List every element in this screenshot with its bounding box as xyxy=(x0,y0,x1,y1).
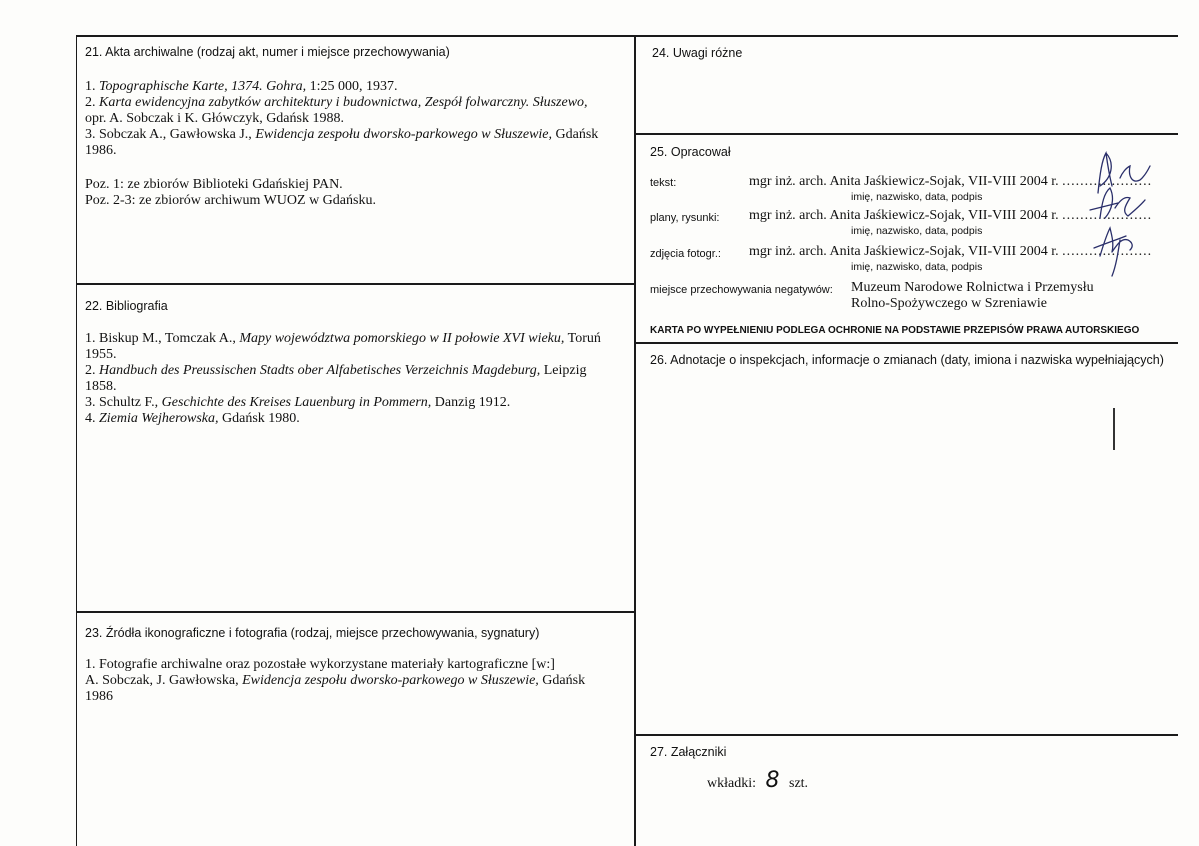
negatives-label: miejsce przechowywania negatywów: xyxy=(650,284,833,296)
s22-line-4: 1858. xyxy=(85,379,117,394)
attachments-unit: szt. xyxy=(789,776,809,791)
s21-line-4: 3. Sobczak A., Gawłowska J., Ewidencja zespołu dworsko-parkowego w Słuszewie, Gdańsk xyxy=(85,127,599,142)
divider-22-23 xyxy=(76,611,635,613)
s21-line-3: opr. A. Sobczak i K. Główczyk, Gdańsk 1988. xyxy=(85,111,344,126)
column-divider xyxy=(634,35,636,846)
divider-26-27 xyxy=(636,734,1178,736)
s21-note-2: Poz. 2-3: ze zbiorów archiwum WUOZ w Gdańsku. xyxy=(85,193,376,208)
s21-line-2: 2. Karta ewidencyjna zabytków architektury i budownictwa, Zespół folwarczny. Słuszewo, xyxy=(85,95,588,110)
s22-line-5: 3. Schultz F., Geschichte des Kreises Lauenburg in Pommern, Danzig 1912. xyxy=(85,395,511,410)
section-23-title: 23. Źródła ikonograficzne i fotografia (rodzaj, miejsce przechowywania, sygnatury) xyxy=(85,626,540,640)
row-sub-text: imię, nazwisko, data, podpis xyxy=(851,191,983,203)
negatives-line-2: Rolno-Spożywczego w Szreniawie xyxy=(851,296,1047,311)
section-23-content xyxy=(85,657,585,705)
row-value-plans: mgr inż. arch. Anita Jaśkiewicz-Sojak, VII-VIII 2004 r. .................... xyxy=(749,208,1153,223)
s23-line-3: 1986 xyxy=(85,689,113,704)
s22-line-1: 1. Biskup M., Tomczak A., Mapy województwa pomorskiego w II połowie XVI wieku, Toruń xyxy=(85,331,601,346)
row-value-text: mgr inż. arch. Anita Jaśkiewicz-Sojak, VII-VIII 2004 r. .................... xyxy=(749,174,1153,189)
s23-line-2: A. Sobczak, J. Gawłowska, Ewidencja zespołu dworsko-parkowego w Słuszewie, Gdańsk xyxy=(85,673,586,688)
section-27-title: 27. Załączniki xyxy=(650,745,727,759)
s21-line-5: 1986. xyxy=(85,143,117,158)
row-sub-photos: imię, nazwisko, data, podpis xyxy=(851,261,983,273)
section-21-title: 21. Akta archiwalne (rodzaj akt, numer i miejsce przechowywania) xyxy=(85,45,450,59)
divider-copyright xyxy=(636,342,1178,344)
row-sub-plans: imię, nazwisko, data, podpis xyxy=(851,225,983,237)
section-22-content xyxy=(85,331,601,427)
top-border-right xyxy=(636,35,1178,37)
negatives-line-1: Muzeum Narodowe Rolnictwa i Przemysłu xyxy=(851,280,1094,295)
divider-21-22 xyxy=(76,283,635,285)
negatives-value xyxy=(851,280,1094,312)
left-border xyxy=(76,35,77,846)
section-22-title: 22. Bibliografia xyxy=(85,299,168,313)
section-21-notes xyxy=(85,177,376,209)
s23-line-1: 1. Fotografie archiwalne oraz pozostałe wykorzystane materiały kartograficzne [w:] xyxy=(85,657,555,672)
signature-graphic xyxy=(1070,148,1170,283)
pen-mark xyxy=(1113,408,1115,450)
top-border-left xyxy=(76,35,635,37)
attachments-label: wkładki: xyxy=(707,776,756,791)
section-26-title: 26. Adnotacje o inspekcjach, informacje o zmianach (daty, imiona i nazwiska wypełniających) xyxy=(650,353,1164,367)
s21-note-1: Poz. 1: ze zbiorów Biblioteki Gdańskiej PAN. xyxy=(85,177,343,192)
s21-line-1: 1. Topographische Karte, 1374. Gohra, 1:25 000, 1937. xyxy=(85,79,398,94)
row-label-photos: zdjęcia fotogr.: xyxy=(650,248,721,260)
section-24-title: 24. Uwagi różne xyxy=(652,46,743,60)
section-21-content xyxy=(85,79,598,159)
attachments-row xyxy=(707,768,808,793)
attachments-count: 8 xyxy=(765,768,780,793)
row-value-photos: mgr inż. arch. Anita Jaśkiewicz-Sojak, VII-VIII 2004 r. .................... xyxy=(749,244,1153,259)
row-label-plans: plany, rysunki: xyxy=(650,212,720,224)
s22-line-6: 4. Ziemia Wejherowska, Gdańsk 1980. xyxy=(85,411,300,426)
s22-line-2: 1955. xyxy=(85,347,117,362)
row-label-text: tekst: xyxy=(650,177,677,189)
divider-24-25 xyxy=(636,133,1178,135)
copyright-notice: KARTA PO WYPEŁNIENIU PODLEGA OCHRONIE NA PODSTAWIE PRZEPISÓW PRAWA AUTORSKIEGO xyxy=(650,325,1140,336)
s22-line-3: 2. Handbuch des Preussischen Stadts ober Alfabetisches Verzeichnis Magdeburg, Leipzig xyxy=(85,363,587,378)
section-25-title: 25. Opracował xyxy=(650,145,731,159)
